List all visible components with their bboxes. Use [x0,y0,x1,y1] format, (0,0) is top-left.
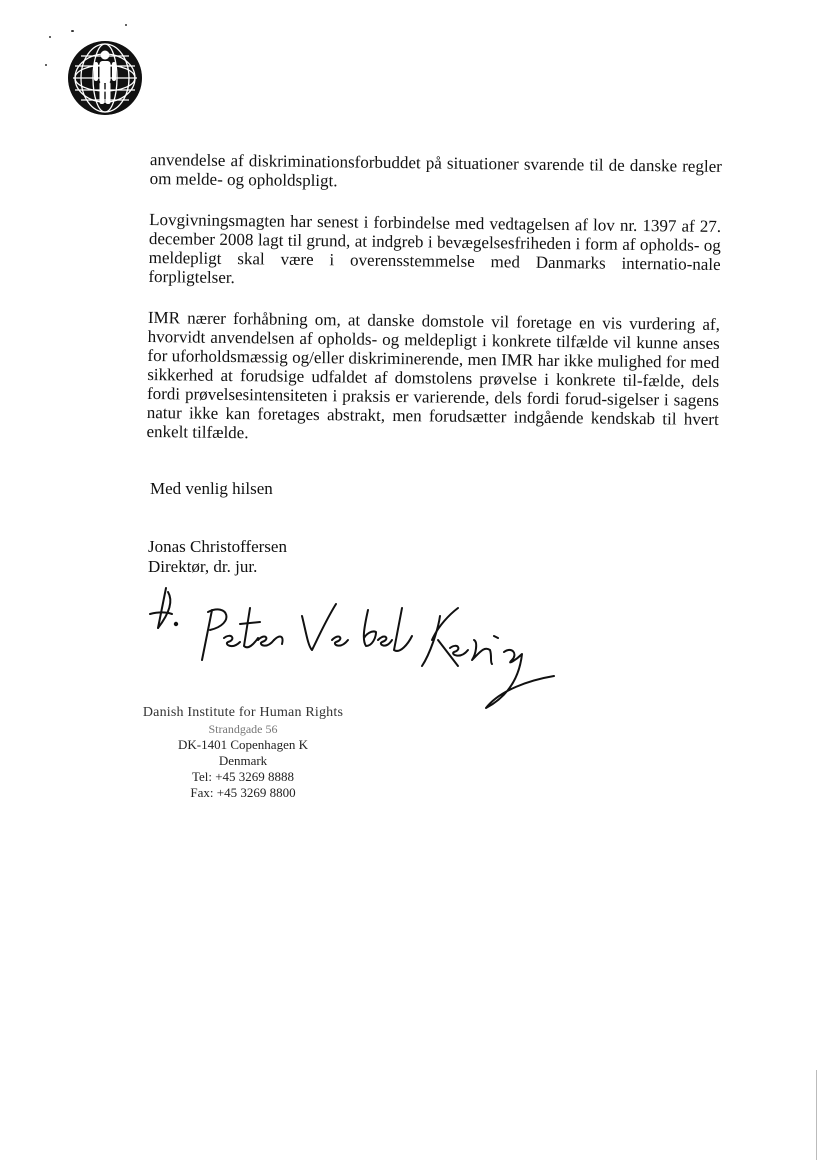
address-street: Strandgade 56 [208,722,278,736]
scan-speck [45,64,47,66]
scan-speck [49,36,51,38]
institution-address [128,705,358,801]
scan-edge-line [816,1070,817,1160]
address-tel: Tel: +45 3269 8888 [191,769,295,784]
body-paragraph: anvendelse af diskriminationsforbuddet på situationer svarende til de danske regler om melde- og opholdspligt. [149,150,722,191]
address-city: DK-1401 Copenhagen K [178,737,308,752]
scan-speck [71,30,74,32]
signer-title: Direktør, dr. jur. [148,557,258,576]
signer-block [148,537,287,577]
address-country: Denmark [218,753,268,768]
closing-salutation: Med venlig hilsen [150,479,273,498]
signer-name: Jonas Christoffersen [148,537,287,556]
handwritten-signature [140,580,570,720]
human-rights-logo-icon [67,40,143,116]
scan-speck [125,24,127,26]
body-paragraph: Lovgivningsmagten har senest i forbindelse med vedtagelsen af lov nr. 1397 af 27. december 2008 lagt til grund, at indgreb i bevægelsesfriheden i form af opholds- og meldepligt skal være i overensstemmelse med Danmarks internatio-nale forpligtelser. [148,209,722,288]
institution-name: Danish Institute for Human Rights [142,705,344,720]
address-fax: Fax: +45 3269 8800 [190,785,296,800]
body-paragraph: IMR nærer forhåbning om, at danske domstole vil foretage en vis vurdering af, hvorvidt anvendelsen af opholds- og meldepligt i konkrete tilfælde vil kunne anses for uforholdsmæssig og/eller diskriminerende, men IMR har ikke mulighed for med sikkerhed at forudsige udfaldet af domstolens prøvelse i konkrete til-fælde, dels fordi prøvelsesintensiteten i praksis er varierende, dels fordi forud-sigelser i sagens natur ikke kan foretages abstrakt, men forudsætter indgående kendskab til hvert enkelt tilfælde. [146,307,721,443]
letter-body [146,150,722,470]
